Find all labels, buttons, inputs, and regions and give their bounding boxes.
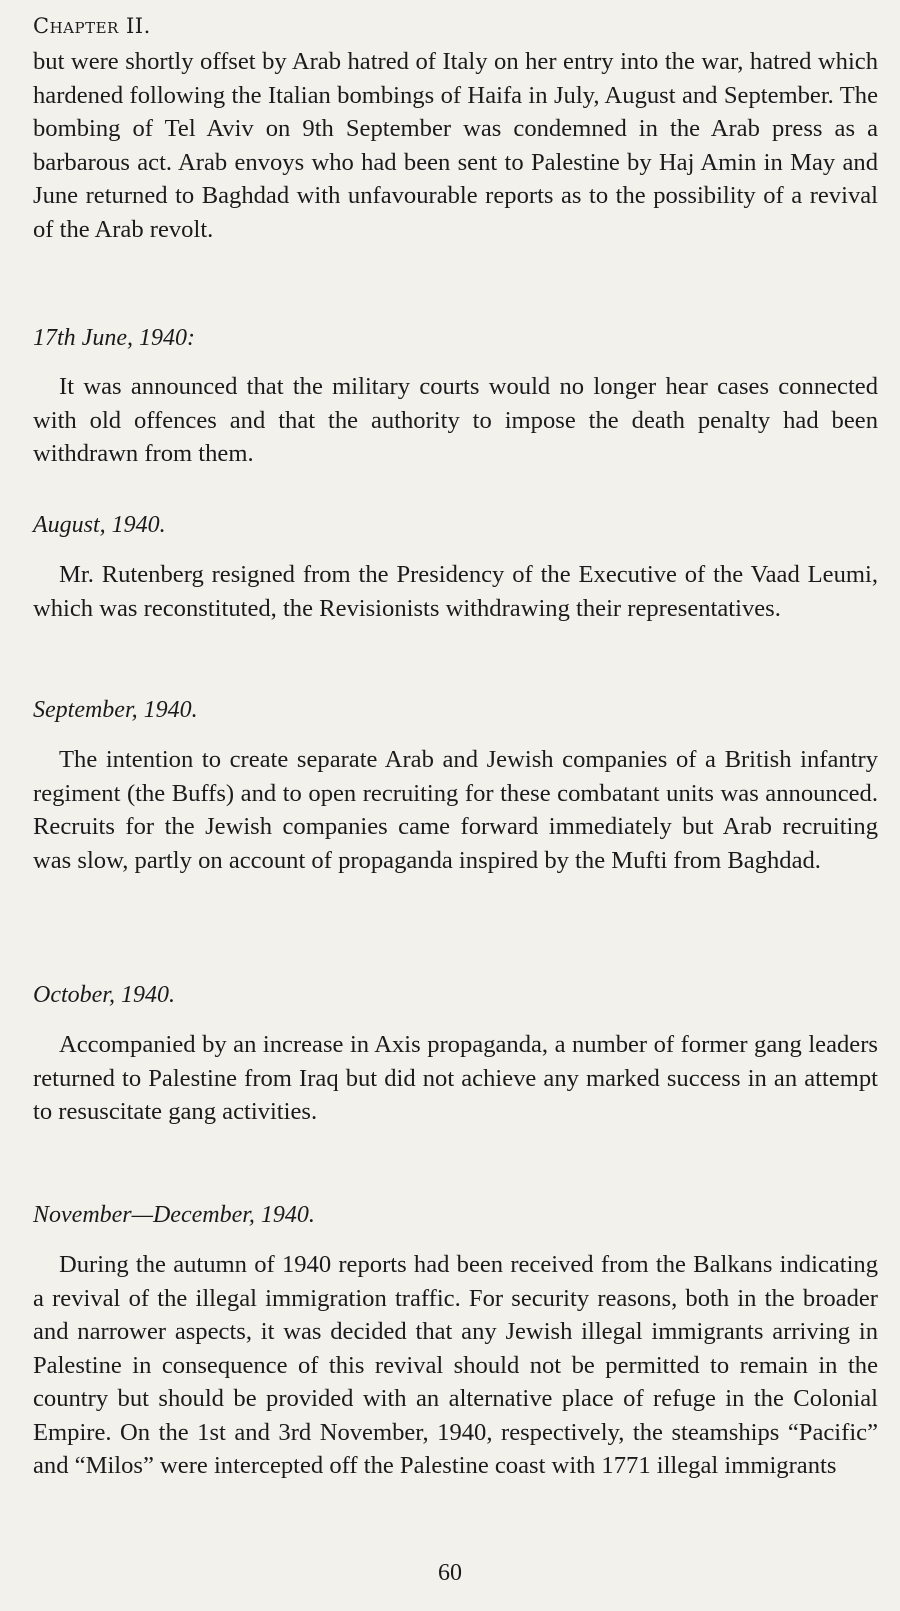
paragraph-arab-hatred-of-italy: but were shortly offset by Arab hatred of Italy on her entry into the war, hatred which hardened following the Italian bombings of Haifa in July, August and September. The bombing of Tel Aviv on 9th September was condemned in the Arab press as a barbarous act. Arab envoys who had been sent to Palestine by Haj Amin in May and June returned to Baghdad with unfavourable reports as to the possibility of a revival of the Arab revolt. bbox=[33, 48, 878, 243]
date-heading-june-1940: 17th June, 1940: bbox=[33, 325, 195, 351]
paragraph-illegal-immigration: During the autumn of 1940 reports had been received from the Balkans indicating a revival of the illegal immigration traffic. For security reasons, both in the broader and narrower aspects, it was decided that any Jewish illegal immigrants arriving in Palestine in consequence of this revival should not be permitted to remain in the country but should be provided with an alternative place of refuge in the Colonial Empire. On the 1st and 3rd November, 1940, respectively, the steamships “Pacific” and “Milos” were intercepted off the Palestine coast with 1771 illegal immigrants bbox=[33, 1251, 878, 1479]
paragraph-rutenberg-resignation: Mr. Rutenberg resigned from the Presidency of the Executive of the Vaad Leumi, which was reconstituted, the Revisionists withdrawing their representatives. bbox=[33, 561, 878, 622]
date-heading-november-december-1940: November—December, 1940. bbox=[33, 1202, 315, 1228]
date-heading-october-1940: October, 1940. bbox=[33, 982, 175, 1008]
paragraph-gang-leaders: Accompanied by an increase in Axis propaganda, a number of former gang leaders returned to Palestine from Iraq but did not achieve any marked success in an attempt to resuscitate gang activities. bbox=[33, 1031, 878, 1125]
paragraph-infantry-recruiting: The intention to create separate Arab and Jewish companies of a British infantry regiment (the Buffs) and to open recruiting for these combatant units was announced. Recruits for the Jewish companies came forward immediately but Arab recruiting was slow, partly on account of propaganda inspired by the Mufti from Baghdad. bbox=[33, 746, 878, 874]
date-heading-september-1940: September, 1940. bbox=[33, 697, 198, 723]
chapter-heading: Chapter II. bbox=[33, 14, 151, 38]
date-heading-august-1940: August, 1940. bbox=[33, 512, 166, 538]
paragraph-military-courts: It was announced that the military courts would no longer hear cases connected with old offences and that the authority to impose the death penalty had been withdrawn from them. bbox=[33, 373, 878, 467]
page-number: 60 bbox=[438, 1560, 462, 1586]
